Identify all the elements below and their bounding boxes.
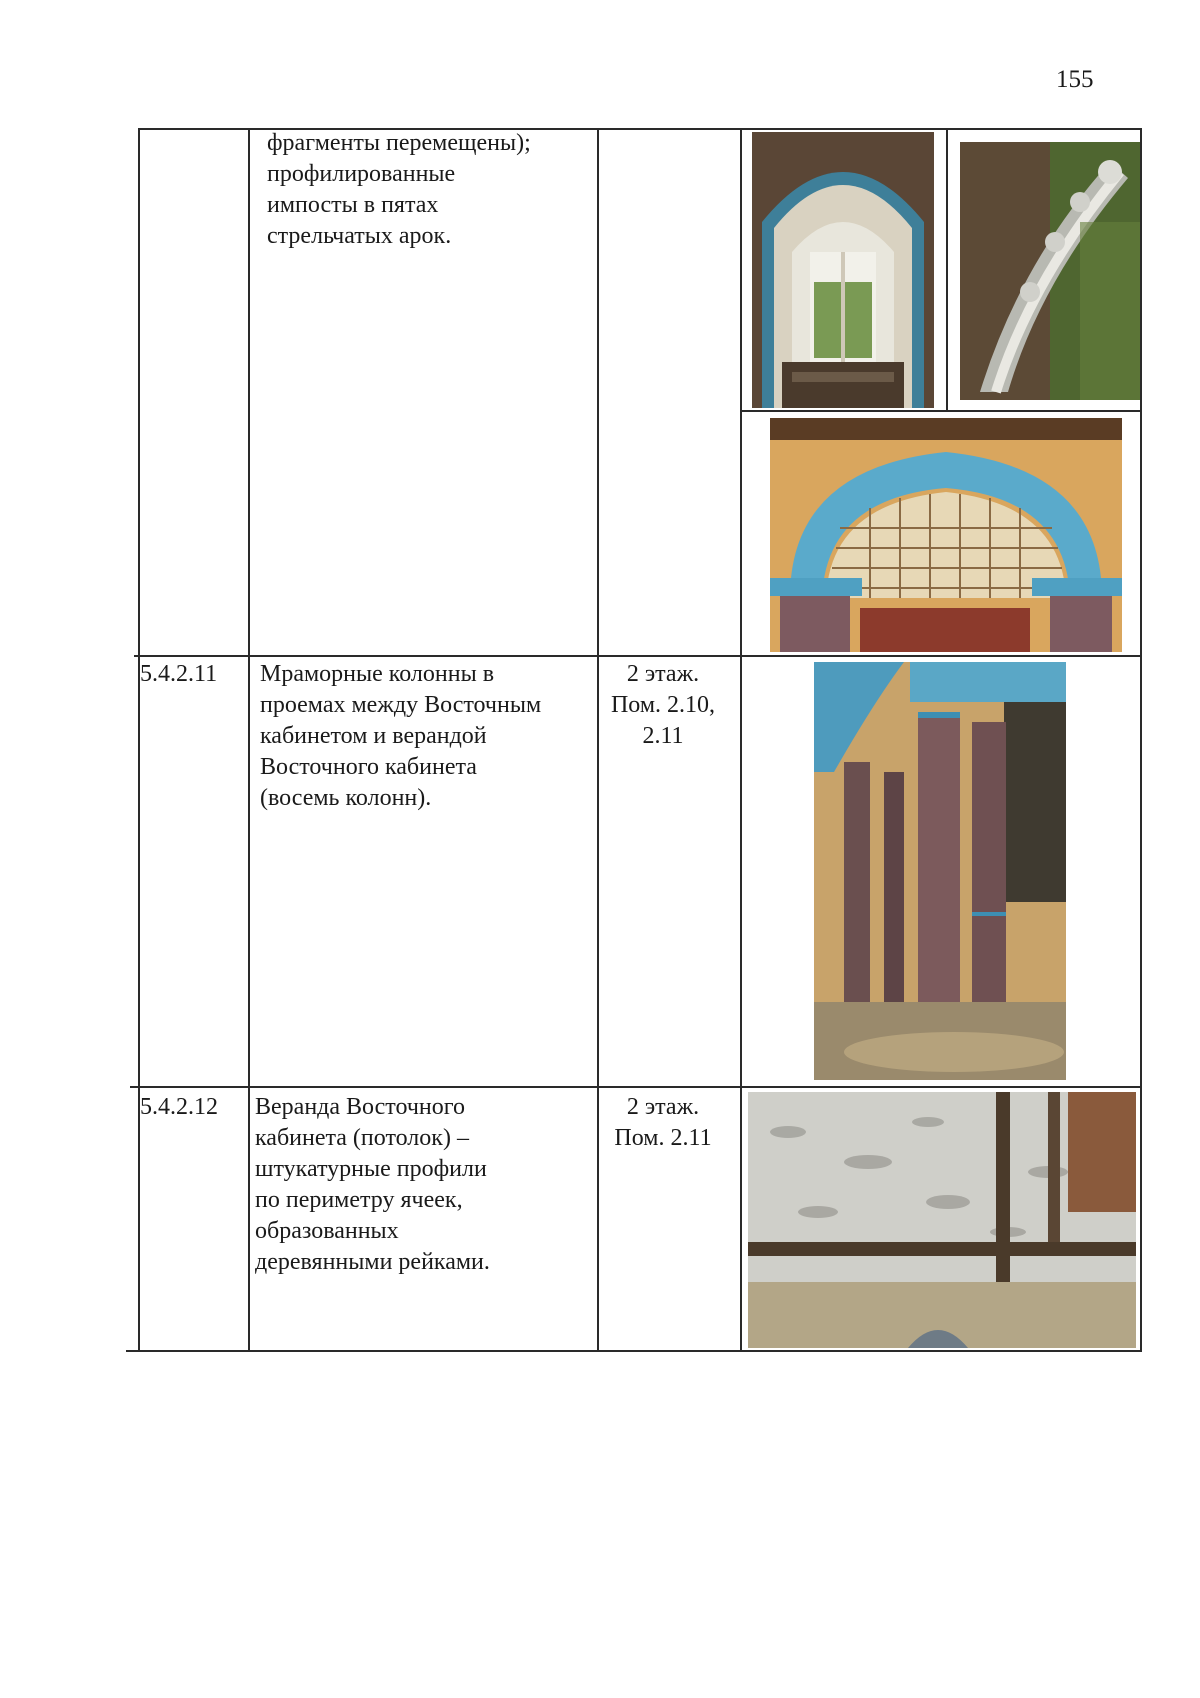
table-rule xyxy=(946,128,948,412)
table-rule xyxy=(740,410,1142,412)
plaster-arch-fragment-photo xyxy=(960,142,1140,400)
blue-arch-lattice-photo xyxy=(770,418,1122,652)
table-rule xyxy=(130,1086,1142,1088)
marble-columns-photo xyxy=(814,662,1066,1080)
table-rule xyxy=(248,128,250,1352)
row-3-description: Веранда Восточного кабинета (потолок) – штукатурные профили по периметру ячеек, образованных деревянными рейками. xyxy=(255,1094,490,1275)
row-2-description: Мраморные колонны в проемах между Восточным кабинетом и верандой Восточного кабинета (восемь колонн). xyxy=(260,661,542,811)
row-2-number: 5.4.2.11 xyxy=(140,661,218,687)
row-2-location: 2 этаж. Пом. 2.10, 2.11 xyxy=(610,661,716,749)
row-3-location: 2 этаж. Пом. 2.11 xyxy=(614,1094,712,1151)
table-rule xyxy=(126,1350,1142,1352)
row-1-description: фрагменты перемещены); профилированные импосты в пятах стрельчатых арок. xyxy=(267,130,531,249)
table-rule xyxy=(740,128,742,1352)
table-rule xyxy=(134,655,1142,657)
arched-window-photo xyxy=(752,132,934,408)
page-number: 155 xyxy=(1056,66,1094,93)
table-rule xyxy=(138,128,140,1352)
table-rule xyxy=(1140,128,1142,1352)
veranda-ceiling-photo xyxy=(748,1092,1136,1348)
row-3-number: 5.4.2.12 xyxy=(140,1094,218,1120)
